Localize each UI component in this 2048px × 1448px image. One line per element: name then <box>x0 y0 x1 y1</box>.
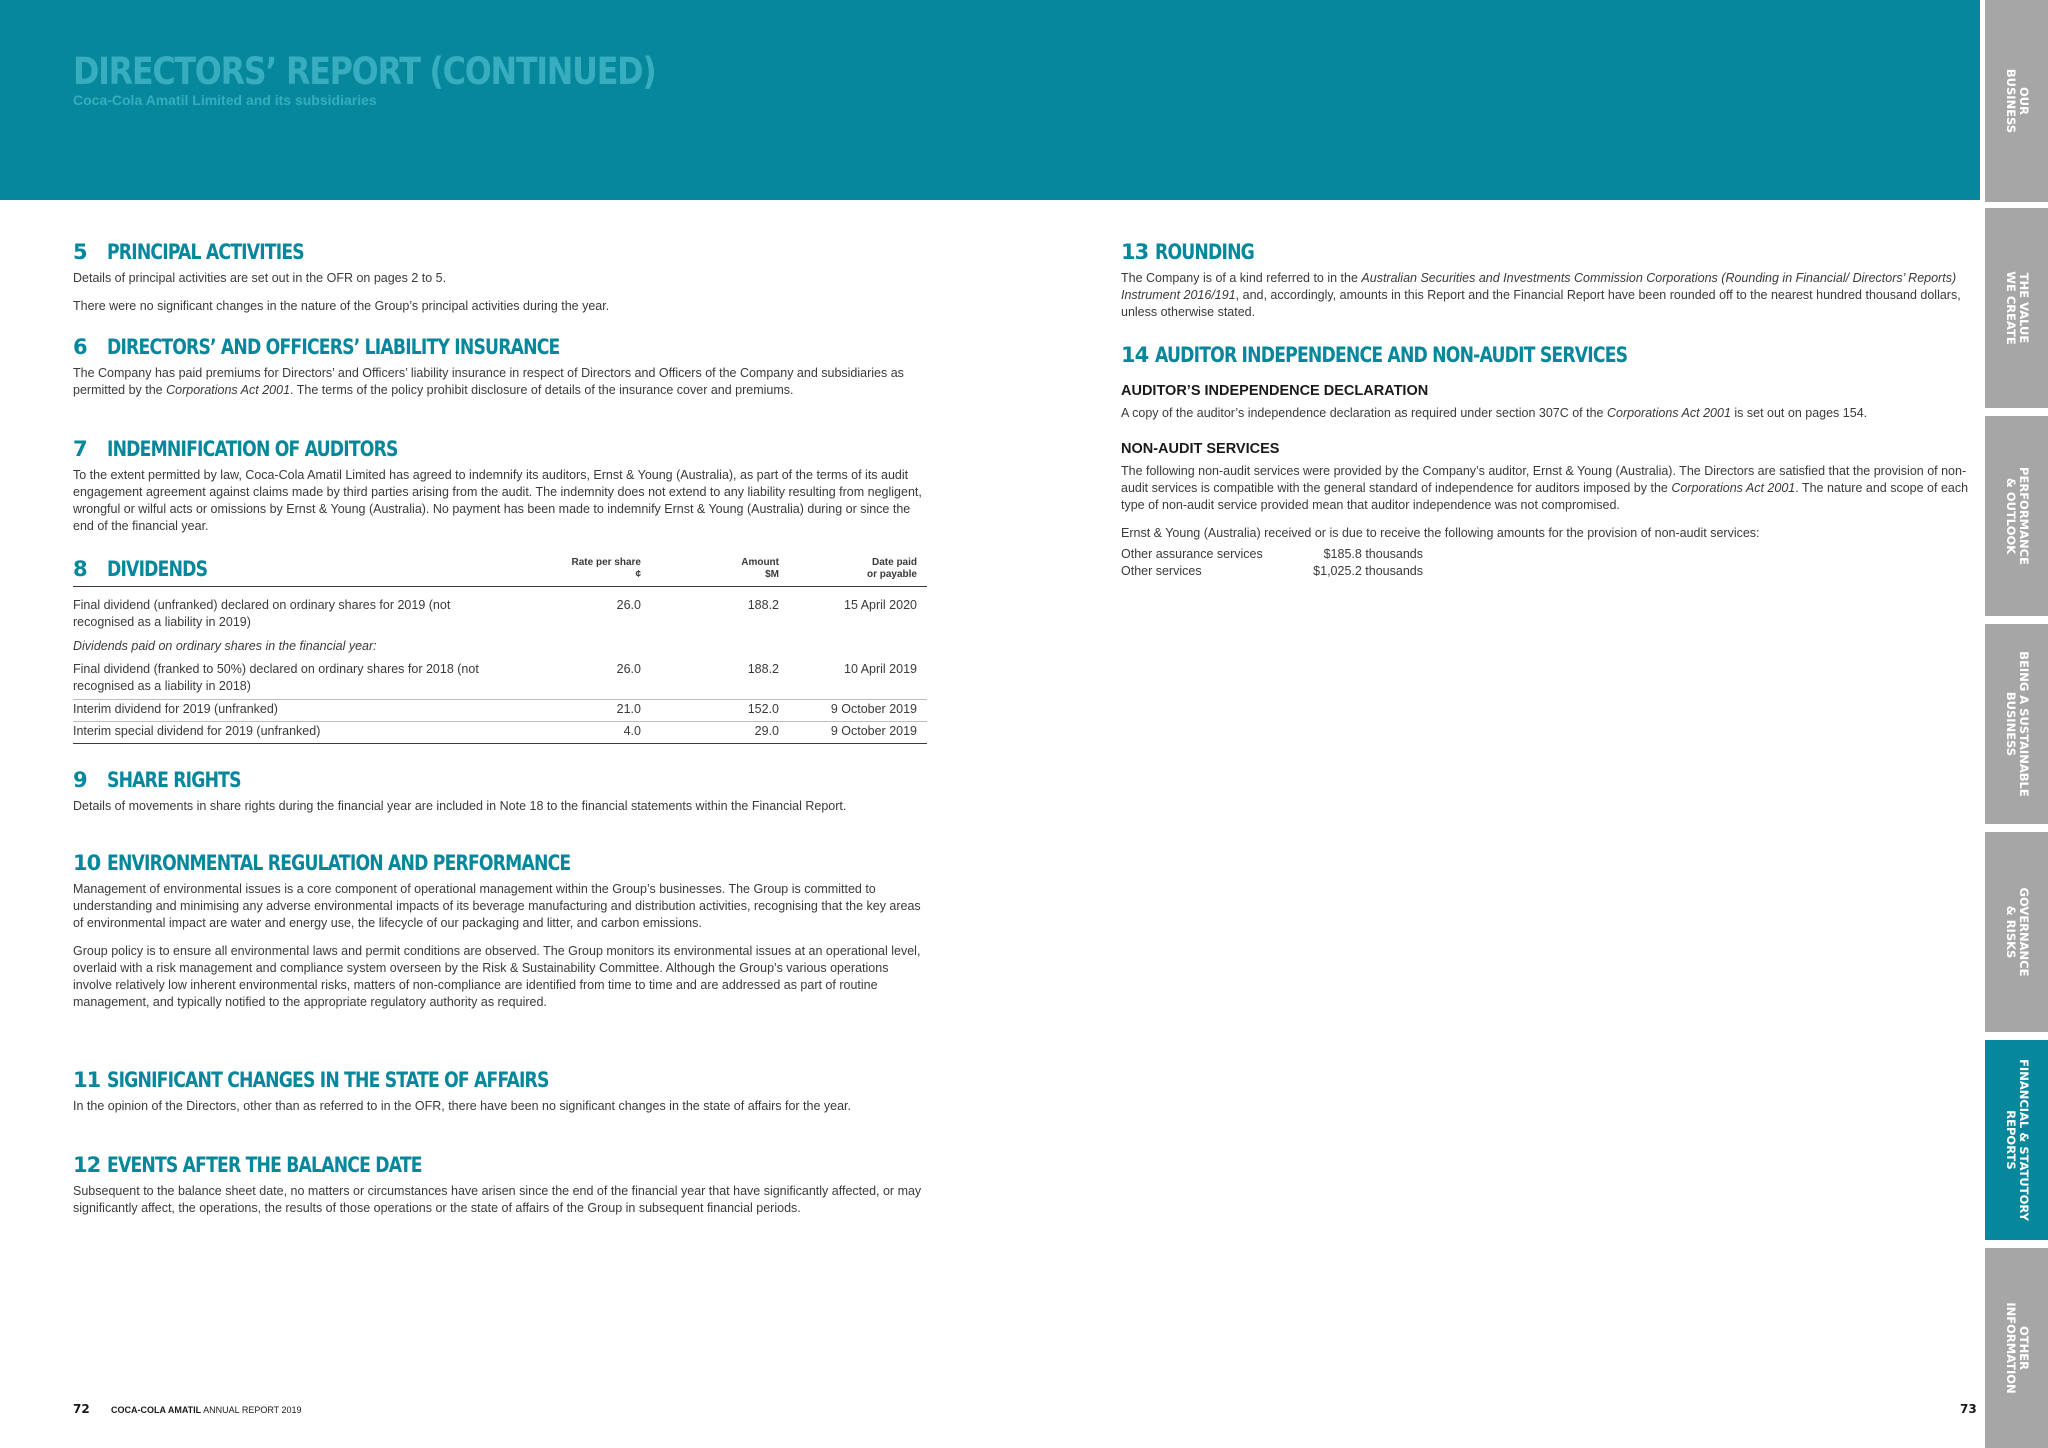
section-heading <box>73 851 928 881</box>
tab-the-value-we-create[interactable] <box>1985 208 2048 408</box>
section-significant-changes <box>73 1068 928 1126</box>
tab-financial-statutory-reports[interactable] <box>1985 1040 2048 1240</box>
paragraph: In the opinion of the Directors, other than as referred to in the OFR, there have been no significant changes in the state of affairs for the year. <box>73 1099 852 1113</box>
column-header-rate: Rate per share ¢ <box>571 557 641 580</box>
section-rounding <box>1121 240 1971 332</box>
dividends-table <box>73 557 927 757</box>
paragraph: The following non-audit services were provided by the Company’s auditor, Ernst & Young (Australia). The Directors are satisfied that the provision of non-audit services is compatible with the general standard of independence for auditors imposed by the Corporations Act 2001. The nature and scope of each type of non-audit service provided mean that auditor independence was not compromised. <box>1121 464 1969 512</box>
section-title: EVENTS AFTER THE BALANCE DATE <box>107 1153 422 1177</box>
section-number: 14 <box>1121 343 1149 367</box>
section-heading <box>73 437 928 467</box>
tab-label: PERFORMANCE & OUTLOOK <box>2003 467 2031 565</box>
row-date: 9 October 2019 <box>830 702 917 716</box>
tab-our-business[interactable] <box>1985 0 2048 202</box>
fee-value: $185.8 thousands <box>1323 547 1423 561</box>
header-band <box>0 0 1980 200</box>
section-indemnification <box>73 437 928 546</box>
section-number: 11 <box>73 1068 101 1092</box>
tab-sustainable-business[interactable] <box>1985 624 2048 824</box>
section-title: SHARE RIGHTS <box>107 768 241 792</box>
section-title: PRINCIPAL ACTIVITIES <box>107 240 304 264</box>
fee-row <box>1121 563 1971 580</box>
section-tabs <box>1985 0 2048 1448</box>
section-number: 13 <box>1121 240 1149 264</box>
footer-brand: COCA-COLA AMATIL ANNUAL REPORT 2019 <box>111 1405 302 1415</box>
paragraph: Details of principal activities are set out in the OFR on pages 2 to 5. <box>73 271 447 285</box>
section-heading <box>73 1153 928 1183</box>
section-heading <box>1121 240 1971 270</box>
paragraph: A copy of the auditor’s independence declaration as required under section 307C of the Corporations Act 2001 is set out on pages 154. <box>1121 406 1868 420</box>
section-title: DIVIDENDS <box>107 557 208 581</box>
paragraph: The Company is of a kind referred to in the Australian Securities and Investments Commission Corporations (Rounding in Financial/ Directors’ Reports) Instrument 2016/191, and, accordingly, amounts in this Report and the Financial Report have been rounded off to the nearest hundred thousand dollars, unless otherwise stated. <box>1121 271 1961 319</box>
fee-label: Other assurance services <box>1121 547 1263 561</box>
paragraph: Subsequent to the balance sheet date, no matters or circumstances have arisen since the end of the financial year that have significantly affected, or may significantly affect, the operations, the results of those operations or the state of affairs of the Group in subsequent financial periods. <box>73 1184 922 1215</box>
fee-label: Other services <box>1121 564 1202 578</box>
section-heading <box>73 1068 928 1098</box>
section-principal-activities <box>73 240 928 326</box>
tab-governance-risks[interactable] <box>1985 832 2048 1032</box>
section-environmental <box>73 851 928 1022</box>
section-liability-insurance <box>73 335 928 410</box>
paragraph: Ernst & Young (Australia) received or is due to receive the following amounts for the provision of non-audit services: <box>1121 526 1760 540</box>
section-number: 12 <box>73 1153 101 1177</box>
fee-row <box>1121 546 1971 563</box>
section-title: SIGNIFICANT CHANGES IN THE STATE OF AFFAIRS <box>107 1068 549 1092</box>
right-page-number: 73 <box>1960 1402 1977 1416</box>
row-label: Final dividend (unfranked) declared on ordinary shares for 2019 (not recognised as a liability in 2019) <box>73 598 451 629</box>
row-rate: 21.0 <box>616 702 641 716</box>
section-number: 8 <box>73 557 87 581</box>
tab-label: OTHER INFORMATION <box>2003 1302 2031 1394</box>
row-date: 9 October 2019 <box>830 724 917 738</box>
table-header-rule <box>73 586 927 587</box>
section-title: ROUNDING <box>1155 240 1254 264</box>
section-events-after <box>73 1153 928 1228</box>
row-amount: 29.0 <box>754 724 779 738</box>
section-number: 9 <box>73 768 87 792</box>
section-number: 5 <box>73 240 87 264</box>
row-divider <box>73 721 927 722</box>
tab-other-information[interactable] <box>1985 1248 2048 1448</box>
row-rate: 4.0 <box>623 724 641 738</box>
paragraph: The Company has paid premiums for Directors’ and Officers’ liability insurance in respect of Directors and Officers of the Company and subsidiaries as permitted by the Corporations Act 2001. The terms of the policy prohibit disclosure of details of the insurance cover and premiums. <box>73 366 904 397</box>
left-page-number: 72 <box>73 1402 90 1416</box>
row-amount: 152.0 <box>747 702 779 716</box>
tab-label: BEING A SUSTAINABLE BUSINESS <box>2003 651 2031 797</box>
row-label: Interim dividend for 2019 (unfranked) <box>73 702 278 716</box>
row-label: Dividends paid on ordinary shares in the financial year: <box>73 639 377 653</box>
row-amount: 188.2 <box>747 662 779 676</box>
section-heading <box>1121 343 1971 373</box>
row-rate: 26.0 <box>616 662 641 676</box>
paragraph: Details of movements in share rights during the financial year are included in Note 18 to the financial statements within the Financial Report. <box>73 799 847 813</box>
row-divider <box>73 699 927 700</box>
column-header-amount: Amount $M <box>741 557 779 580</box>
page-subtitle: Coca-Cola Amatil Limited and its subsidiaries <box>73 92 377 108</box>
section-heading <box>73 335 928 365</box>
page-title: DIRECTORS’ REPORT (CONTINUED) <box>73 50 656 93</box>
paragraph: There were no significant changes in the nature of the Group’s principal activities during the year. <box>73 299 610 313</box>
section-number: 6 <box>73 335 87 359</box>
paragraph: Management of environmental issues is a core component of operational management within the Group’s businesses. The Group is committed to understanding and minimising any adverse environmental impacts of its beverage manufacturing and distribution activities, recognising that the key areas of environmental impact are water and energy use, the lifecycle of our packaging and litter, and carbon emissions. <box>73 882 921 930</box>
tab-label: GOVERNANCE & RISKS <box>2003 887 2031 977</box>
section-heading <box>73 768 928 798</box>
fee-value: $1,025.2 thousands <box>1313 564 1423 578</box>
row-date: 10 April 2019 <box>844 662 917 676</box>
section-title: DIRECTORS’ AND OFFICERS’ LIABILITY INSURANCE <box>107 335 560 359</box>
row-label: Final dividend (franked to 50%) declared on ordinary shares for 2018 (not recognised as a liability in 2018) <box>73 662 479 693</box>
subheading: NON-AUDIT SERVICES <box>1121 441 1280 457</box>
section-auditor-independence <box>1121 343 1971 580</box>
row-label: Interim special dividend for 2019 (unfranked) <box>73 724 321 738</box>
tab-label: THE VALUE WE CREATE <box>2003 271 2031 345</box>
section-title: ENVIRONMENTAL REGULATION AND PERFORMANCE <box>107 851 571 875</box>
section-heading <box>73 240 928 270</box>
row-amount: 188.2 <box>747 598 779 612</box>
paragraph: Group policy is to ensure all environmental laws and permit conditions are observed. The Group monitors its environmental issues at an operational level, overlaid with a risk management and compliance system overseen by the Risk & Sustainability Committee. Although the Group’s various operations involve relatively low inherent environmental risks, matters of non-compliance are identified from time to time and are addressed as part of routine management, and typically notified to the appropriate regulatory authority as required. <box>73 944 921 1009</box>
subheading: AUDITOR’S INDEPENDENCE DECLARATION <box>1121 383 1429 399</box>
section-number: 7 <box>73 437 87 461</box>
section-number: 10 <box>73 851 101 875</box>
paragraph: To the extent permitted by law, Coca-Cola Amatil Limited has agreed to indemnify its auditors, Ernst & Young (Australia), as part of the terms of its audit engagement agreement against claims made by third parties arising from the audit. The indemnity does not extend to any liability resulting from negligent, wrongful or wilful acts or omissions by Ernst & Young (Australia). No payment has been made to indemnify Ernst & Young (Australia) during or since the end of the financial year. <box>73 468 922 533</box>
section-title: AUDITOR INDEPENDENCE AND NON-AUDIT SERVICES <box>1155 343 1628 367</box>
column-header-date: Date paid or payable <box>866 557 917 580</box>
section-title: INDEMNIFICATION OF AUDITORS <box>107 437 398 461</box>
section-dividends <box>73 557 928 757</box>
tab-label: FINANCIAL & STATUTORY REPORTS <box>2003 1059 2031 1221</box>
table-bottom-rule <box>73 743 927 744</box>
section-share-rights <box>73 768 928 826</box>
tab-label: OUR BUSINESS <box>2003 68 2031 134</box>
row-rate: 26.0 <box>616 598 641 612</box>
row-date: 15 April 2020 <box>844 598 917 612</box>
tab-performance-outlook[interactable] <box>1985 416 2048 616</box>
